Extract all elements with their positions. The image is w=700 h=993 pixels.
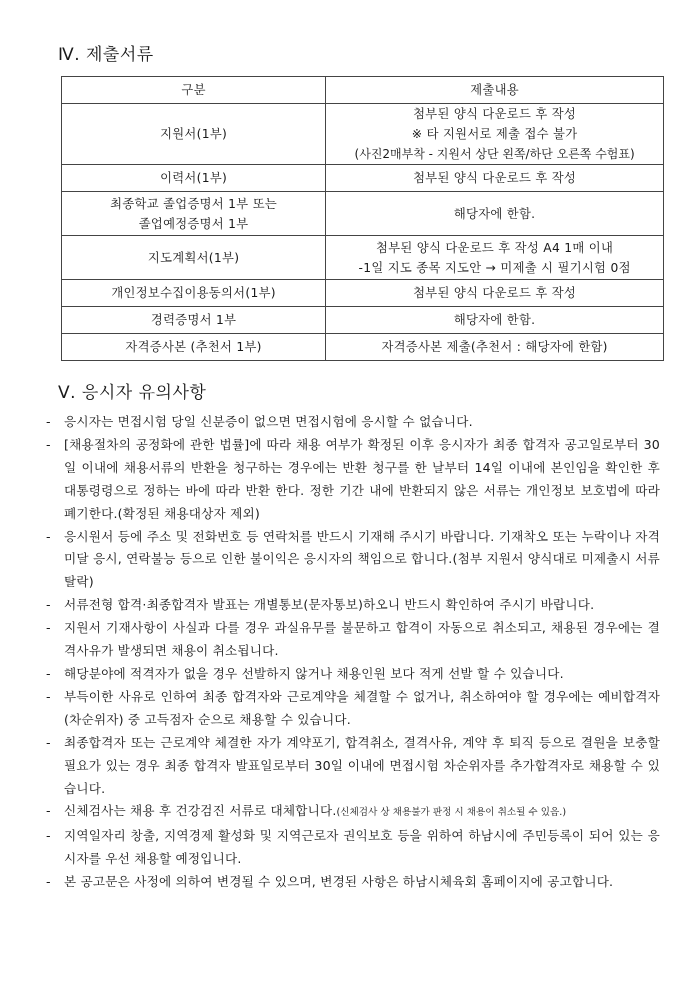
table-row (62, 334, 664, 361)
bullet-dash: - (46, 528, 51, 544)
row-label-line: 졸업예정증명서 1부 (138, 216, 249, 231)
list-item (46, 686, 660, 732)
list-item-text: 응시자는 면접시험 당일 신분증이 없으면 면접시험에 응시할 수 없습니다. (64, 414, 473, 429)
table-header-content: 제출내용 (326, 77, 664, 104)
row-label (62, 280, 326, 307)
bullet-dash: - (46, 734, 51, 750)
row-content-line: 해당자에 한함. (453, 206, 536, 221)
row-label-line: 최종학교 졸업증명서 1부 또는 (110, 196, 278, 211)
row-content-line: 첨부된 양식 다운로드 후 작성 (413, 107, 577, 121)
row-content (326, 334, 664, 361)
bullet-dash: - (46, 828, 51, 844)
list-item (46, 411, 660, 434)
applicant-notes-list (46, 411, 660, 894)
table-header-category: 구분 (62, 77, 326, 104)
row-content (326, 165, 664, 192)
row-content (326, 307, 664, 334)
list-item-text: 본 공고문은 사정에 의하여 변경될 수 있으며, 변경된 사항은 하남시체육회 홈페이지에 공고합니다. (64, 874, 614, 890)
list-item-text: 부득이한 사유로 인하여 최종 합격자와 근로계약을 체결할 수 없거나, 취소하여야 할 경우에는 예비합격자(차순위자) 중 고득점자 순으로 채용할 수 있습니다. (64, 688, 660, 727)
table-row (62, 280, 664, 307)
list-item-text: 신체검사는 채용 후 건강검진 서류로 대체합니다. (64, 803, 337, 819)
bullet-dash: - (46, 414, 51, 429)
row-content (326, 192, 664, 236)
list-item-text: 서류전형 합격·최종합격자 발표는 개별통보(문자통보)하오니 반드시 확인하여 주시기 바랍니다. (64, 597, 595, 613)
row-label (62, 334, 326, 361)
section-title-submission-documents: Ⅳ. 제출서류 (58, 45, 154, 65)
row-content-line: -1일 지도 종목 지도안 → 미제출 시 필기시험 0점 (358, 260, 631, 275)
row-label (62, 307, 326, 334)
row-content-line: ※ 타 지원서로 제출 접수 불가 (411, 127, 578, 141)
list-item (46, 526, 660, 595)
row-label-line: 이력서(1부) (160, 171, 228, 185)
list-item-text: 지원서 기재사항이 사실과 다를 경우 과실유무를 불문하고 합격이 자동으로 취소되고, 채용된 경우에는 결격사유가 발생되면 채용이 취소됩니다. (64, 620, 660, 659)
list-item (46, 871, 660, 894)
row-content-line: 첨부된 양식 다운로드 후 작성 (413, 171, 577, 185)
row-label-line: 지도계획서(1부) (147, 250, 240, 265)
list-item (46, 732, 660, 801)
bullet-dash: - (46, 665, 51, 681)
submission-documents-table (61, 76, 664, 361)
row-label (62, 236, 326, 280)
list-item-text: 응시원서 등에 주소 및 전화번호 등 연락처를 반드시 기재해 주시기 바랍니다. 기재착오 또는 누락이나 자격미달 응시, 연락불능 등으로 인한 불이익은 응시자의 책임으로 합니다.(첨부 지원서 양식대로 미제출시 서류탈락) (64, 528, 660, 590)
row-content-line: 해당자에 한함. (453, 313, 536, 327)
table-row (62, 165, 664, 192)
row-content-line: 첨부된 양식 다운로드 후 작성 A4 1매 이내 (376, 240, 614, 255)
list-item (46, 617, 660, 663)
list-item (46, 825, 660, 871)
bullet-dash: - (46, 874, 51, 890)
list-item-text: 해당분야에 적격자가 없을 경우 선발하지 않거나 채용인원 보다 적게 선발 할 수 있습니다. (64, 665, 564, 681)
row-content (326, 236, 664, 280)
table-row (62, 236, 664, 280)
table-row (62, 192, 664, 236)
row-content-line: 첨부된 양식 다운로드 후 작성 (413, 286, 577, 300)
row-label (62, 192, 326, 236)
list-item (46, 663, 660, 686)
row-content (326, 280, 664, 307)
list-item-text: 최종합격자 또는 근로계약 체결한 자가 계약포기, 합격취소, 결격사유, 계약 후 퇴직 등으로 결원을 보충할 필요가 있는 경우 최종 합격자 발표일로부터 30일 이내에 면접시험 차순위자를 추가합격자로 채용할 수 있습니다. (64, 734, 660, 796)
row-label-line: 경력증명서 1부 (150, 313, 237, 327)
section-title-applicant-notes: Ⅴ. 응시자 유의사항 (58, 383, 207, 403)
list-item (46, 434, 660, 526)
row-label-line: 지원서(1부) (160, 127, 228, 141)
list-item-note: (신체검사 상 채용불가 판정 시 채용이 취소될 수 있음.) (336, 807, 567, 819)
row-content-line: 자격증사본 제출(추천서 : 해당자에 한함) (381, 340, 608, 354)
list-item (46, 800, 660, 825)
row-label (62, 165, 326, 192)
list-item-text: 지역일자리 창출, 지역경제 활성화 및 지역근로자 권익보호 등을 위하여 하남시에 주민등록이 되어 있는 응시자를 우선 채용할 예정입니다. (64, 828, 660, 867)
bullet-dash: - (46, 597, 51, 613)
row-label-line: 개인정보수집이용동의서(1부) (111, 286, 276, 300)
bullet-dash: - (46, 803, 51, 819)
bullet-dash: - (46, 688, 51, 704)
list-item (46, 594, 660, 617)
row-content (326, 104, 664, 165)
table-row (62, 104, 664, 165)
bullet-dash: - (46, 436, 51, 452)
table-row (62, 307, 664, 334)
row-label (62, 104, 326, 165)
table-header-row (62, 77, 664, 104)
row-label-line: 자격증사본 (추천서 1부) (125, 340, 262, 354)
list-item-text: [채용절차의 공정화에 관한 법률]에 따라 채용 여부가 확정된 이후 응시자가 최종 합격자 공고일로부터 30일 이내에 채용서류의 반환을 청구하는 경우에는 반환 청구를 한 날부터 14일 이내에 본인임을 확인한 후 대통령령으로 정하는 바에 따라 반환 한다. 정한 기간 내에 반환되지 않은 서류는 개인정보 보호법에 따라 폐기한다.(확정된 채용대상자 제외) (64, 436, 660, 521)
row-content-line: (사진2매부착 - 지원서 상단 왼쪽/하단 오른쪽 수험표) (354, 147, 635, 161)
bullet-dash: - (46, 620, 51, 636)
